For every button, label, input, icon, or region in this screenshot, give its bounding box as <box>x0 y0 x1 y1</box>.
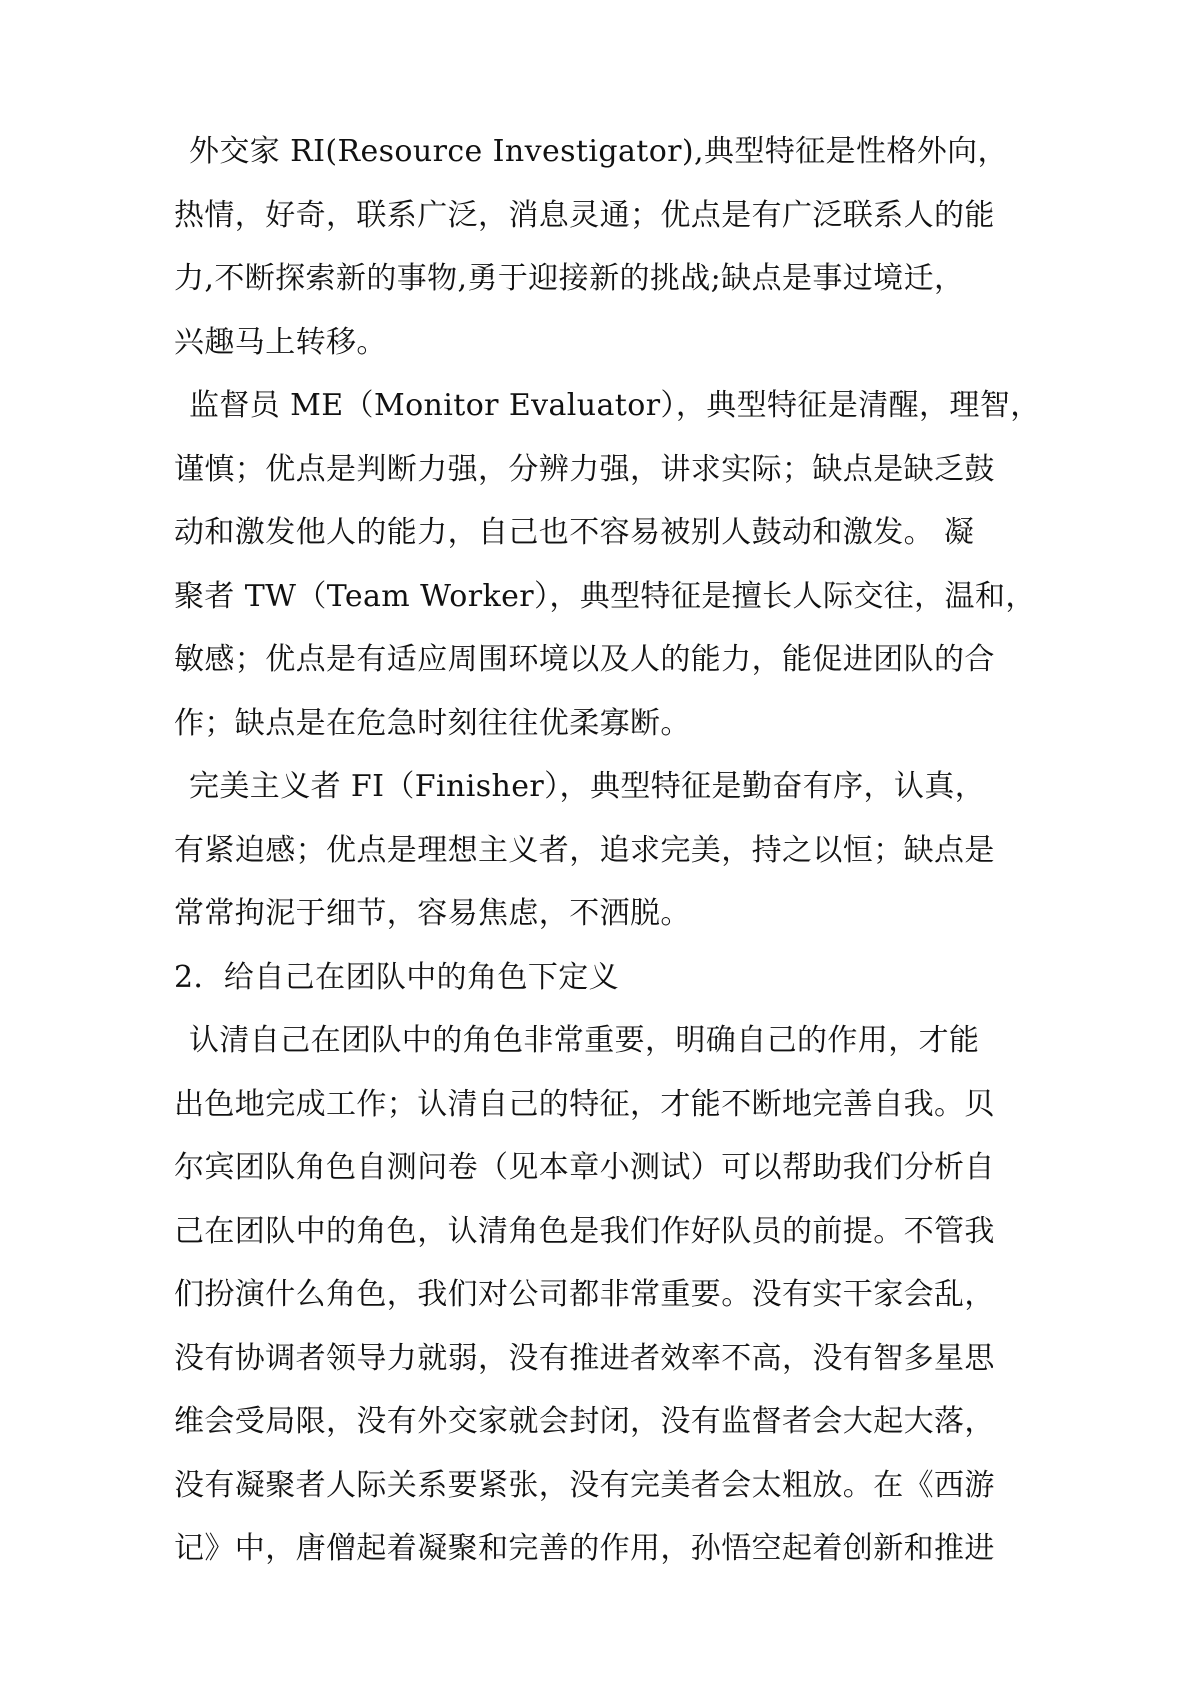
text-line: 聚者 TW（Team Worker），典型特征是擅长人际交往，温和， <box>174 578 1036 614</box>
text-line: 出色地完成工作；认清自己的特征，才能不断地完善自我。贝 <box>174 1086 995 1122</box>
text-line: 认清自己在团队中的角色非常重要，明确自己的作用，才能 <box>189 1023 980 1058</box>
text-line: 维会受局限，没有外交家就会封闭，没有监督者会大起大落， <box>174 1404 995 1439</box>
text-line: 们扮演什么角色，我们对公司都非常重要。没有实干家会乱， <box>174 1277 995 1312</box>
text-line: 敏感；优点是有适应周围环境以及人的能力，能促进团队的合 <box>174 642 995 677</box>
text-line: 己在团队中的角色，认清角色是我们作好队员的前提。不管我 <box>174 1213 995 1249</box>
text-line: 没有凝聚者人际关系要紧张，没有完美者会太粗放。在《西游 <box>174 1467 995 1503</box>
text-line: 没有协调者领导力就弱，没有推进者效率不高，没有智多星思 <box>174 1340 995 1376</box>
text-line: 完美主义者 FI（Finisher），典型特征是勤奋有序，认真， <box>189 769 986 804</box>
text-line: 监督员 ME（Monitor Evaluator），典型特征是清醒，理智， <box>189 388 1041 423</box>
text-line: 谨慎；优点是判断力强，分辨力强，讲求实际；缺点是缺乏鼓 <box>174 451 995 487</box>
paragraph-resource-investigator <box>174 120 1044 374</box>
text-line: 常常拘泥于细节，容易焦虑，不洒脱。 <box>174 896 691 931</box>
text-line: 兴趣马上转移。 <box>174 324 387 360</box>
text-line: 外交家 RI(Resource Investigator),典型特征是性格外向， <box>189 134 1008 169</box>
paragraph-define-role <box>174 1009 1044 1581</box>
text-line: 热情，好奇，联系广泛，消息灵通；优点是有广泛联系人的能 <box>174 197 995 233</box>
text-line: 作；缺点是在危急时刻往往优柔寡断。 <box>174 705 691 741</box>
text-line: 记》中，唐僧起着凝聚和完善的作用，孙悟空起着创新和推进 <box>174 1531 995 1566</box>
document-body <box>174 120 1044 1581</box>
text-line: 尔宾团队角色自测问卷（见本章小测试）可以帮助我们分析自 <box>174 1150 995 1185</box>
text-line: 力,不断探索新的事物,勇于迎接新的挑战;缺点是事过境迁， <box>174 261 965 296</box>
section-heading <box>174 946 1044 1010</box>
text-line: 动和激发他人的能力，自己也不容易被别人鼓动和激发。 凝 <box>174 515 975 550</box>
paragraph-finisher <box>174 755 1044 946</box>
paragraph-monitor-evaluator <box>174 374 1044 755</box>
text-line: 有紧迫感；优点是理想主义者，追求完美，持之以恒；缺点是 <box>174 832 995 868</box>
section-heading-text: 2．给自己在团队中的角色下定义 <box>174 959 620 995</box>
